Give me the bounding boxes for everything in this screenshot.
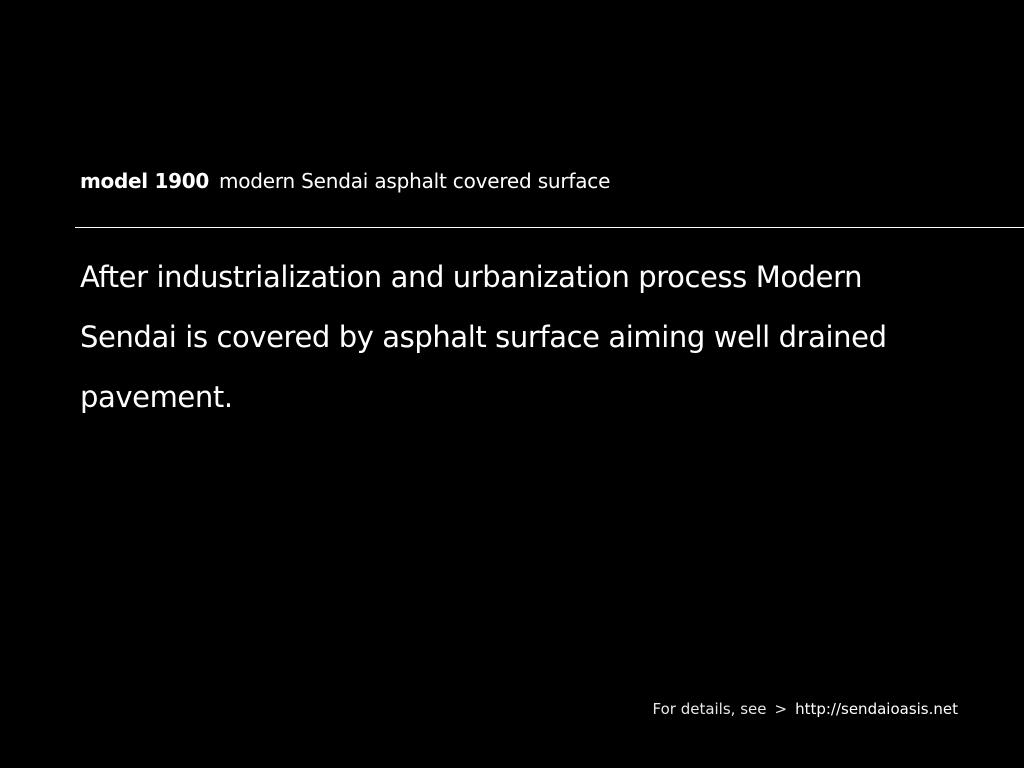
model-subtitle: modern Sendai asphalt covered surface [218,169,611,193]
slide-header [80,169,610,193]
footer-prefix: For details, see [652,700,767,718]
header-divider [75,227,1024,228]
description-paragraph: After industrialization and urbanization process Modern Sendai is covered by asphalt surface aiming well drained pavement. [80,260,887,414]
footer [652,698,958,720]
footer-arrow: > [774,700,788,718]
details-link[interactable]: http://sendaioasis.net [795,700,958,718]
model-label: model 1900 [80,169,209,193]
